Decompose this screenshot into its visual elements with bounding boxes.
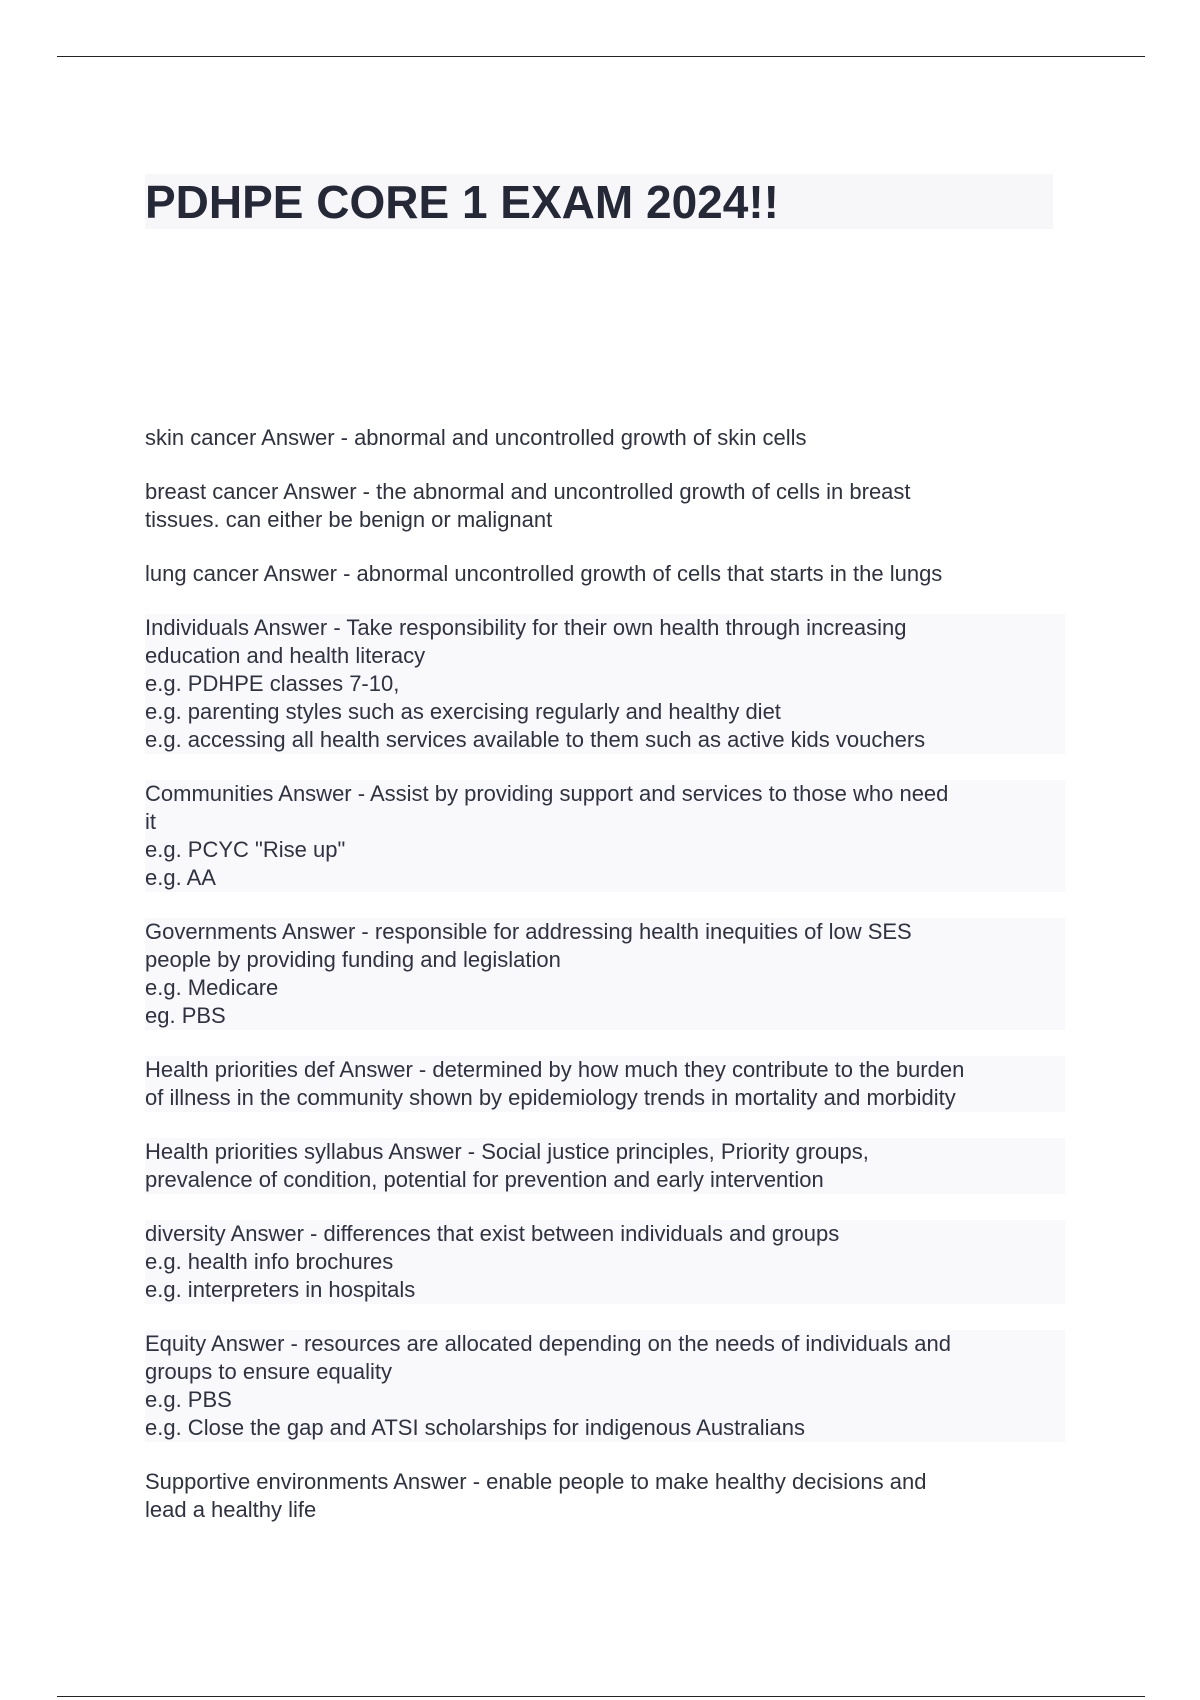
qa-detail-line: people by providing funding and legislation [145, 946, 1065, 974]
qa-detail-line: e.g. AA [145, 864, 1065, 892]
flashcard-list [145, 424, 1065, 1550]
qa-detail-line: lead a healthy life [145, 1497, 317, 1522]
qa-detail-line: prevalence of condition, potential for prevention and early intervention [145, 1166, 1065, 1194]
qa-entry-governments [145, 918, 1065, 1030]
qa-entry-supportive-environments [145, 1468, 1065, 1524]
qa-term-line: Governments Answer - responsible for addressing health inequities of low SES [145, 918, 1065, 946]
qa-entry-breast-cancer [145, 478, 1065, 534]
qa-entry-individuals [145, 614, 1065, 754]
qa-term-line: Individuals Answer - Take responsibility for their own health through increasing [145, 614, 1065, 642]
qa-term-line: skin cancer Answer - abnormal and uncontrolled growth of skin cells [145, 425, 807, 450]
qa-detail-line: education and health literacy [145, 642, 1065, 670]
qa-detail-line: e.g. Medicare [145, 974, 1065, 1002]
qa-detail-line: e.g. PDHPE classes 7-10, [145, 670, 1065, 698]
qa-detail-line: tissues. can either be benign or malignant [145, 507, 553, 532]
footer-rule [57, 1696, 1145, 1697]
qa-detail-line: e.g. PBS [145, 1386, 1065, 1414]
qa-detail-line: it [145, 808, 1065, 836]
qa-entry-health-priorities-def [145, 1056, 1065, 1112]
qa-term-line: Communities Answer - Assist by providing support and services to those who need [145, 780, 1065, 808]
qa-entry-skin-cancer [145, 424, 1065, 452]
qa-term-line: Equity Answer - resources are allocated depending on the needs of individuals and [145, 1330, 1065, 1358]
qa-detail-line: e.g. parenting styles such as exercising regularly and healthy diet [145, 698, 1065, 726]
qa-detail-line: of illness in the community shown by epidemiology trends in mortality and morbidity [145, 1084, 1065, 1112]
qa-detail-line: e.g. PCYC "Rise up" [145, 836, 1065, 864]
qa-term-line: Supportive environments Answer - enable people to make healthy decisions and [145, 1469, 927, 1494]
qa-detail-line: e.g. Close the gap and ATSI scholarships for indigenous Australians [145, 1414, 1065, 1442]
qa-term-line: diversity Answer - differences that exist between individuals and groups [145, 1220, 1065, 1248]
qa-entry-health-priorities-syllabus [145, 1138, 1065, 1194]
qa-entry-diversity [145, 1220, 1065, 1304]
qa-term-line: Health priorities def Answer - determined by how much they contribute to the burden [145, 1056, 1065, 1084]
qa-detail-line: e.g. interpreters in hospitals [145, 1276, 1065, 1304]
header-rule [57, 56, 1145, 57]
qa-detail-line: e.g. accessing all health services available to them such as active kids vouchers [145, 726, 1065, 754]
qa-term-line: Health priorities syllabus Answer - Social justice principles, Priority groups, [145, 1138, 1065, 1166]
qa-term-line: lung cancer Answer - abnormal uncontrolled growth of cells that starts in the lungs [145, 561, 943, 586]
page-title: PDHPE CORE 1 EXAM 2024!! [145, 176, 779, 228]
qa-entry-equity [145, 1330, 1065, 1442]
qa-detail-line: groups to ensure equality [145, 1358, 1065, 1386]
qa-detail-line: e.g. health info brochures [145, 1248, 1065, 1276]
qa-detail-line: eg. PBS [145, 1002, 1065, 1030]
qa-term-line: breast cancer Answer - the abnormal and uncontrolled growth of cells in breast [145, 479, 911, 504]
qa-entry-communities [145, 780, 1065, 892]
qa-entry-lung-cancer [145, 560, 1065, 588]
